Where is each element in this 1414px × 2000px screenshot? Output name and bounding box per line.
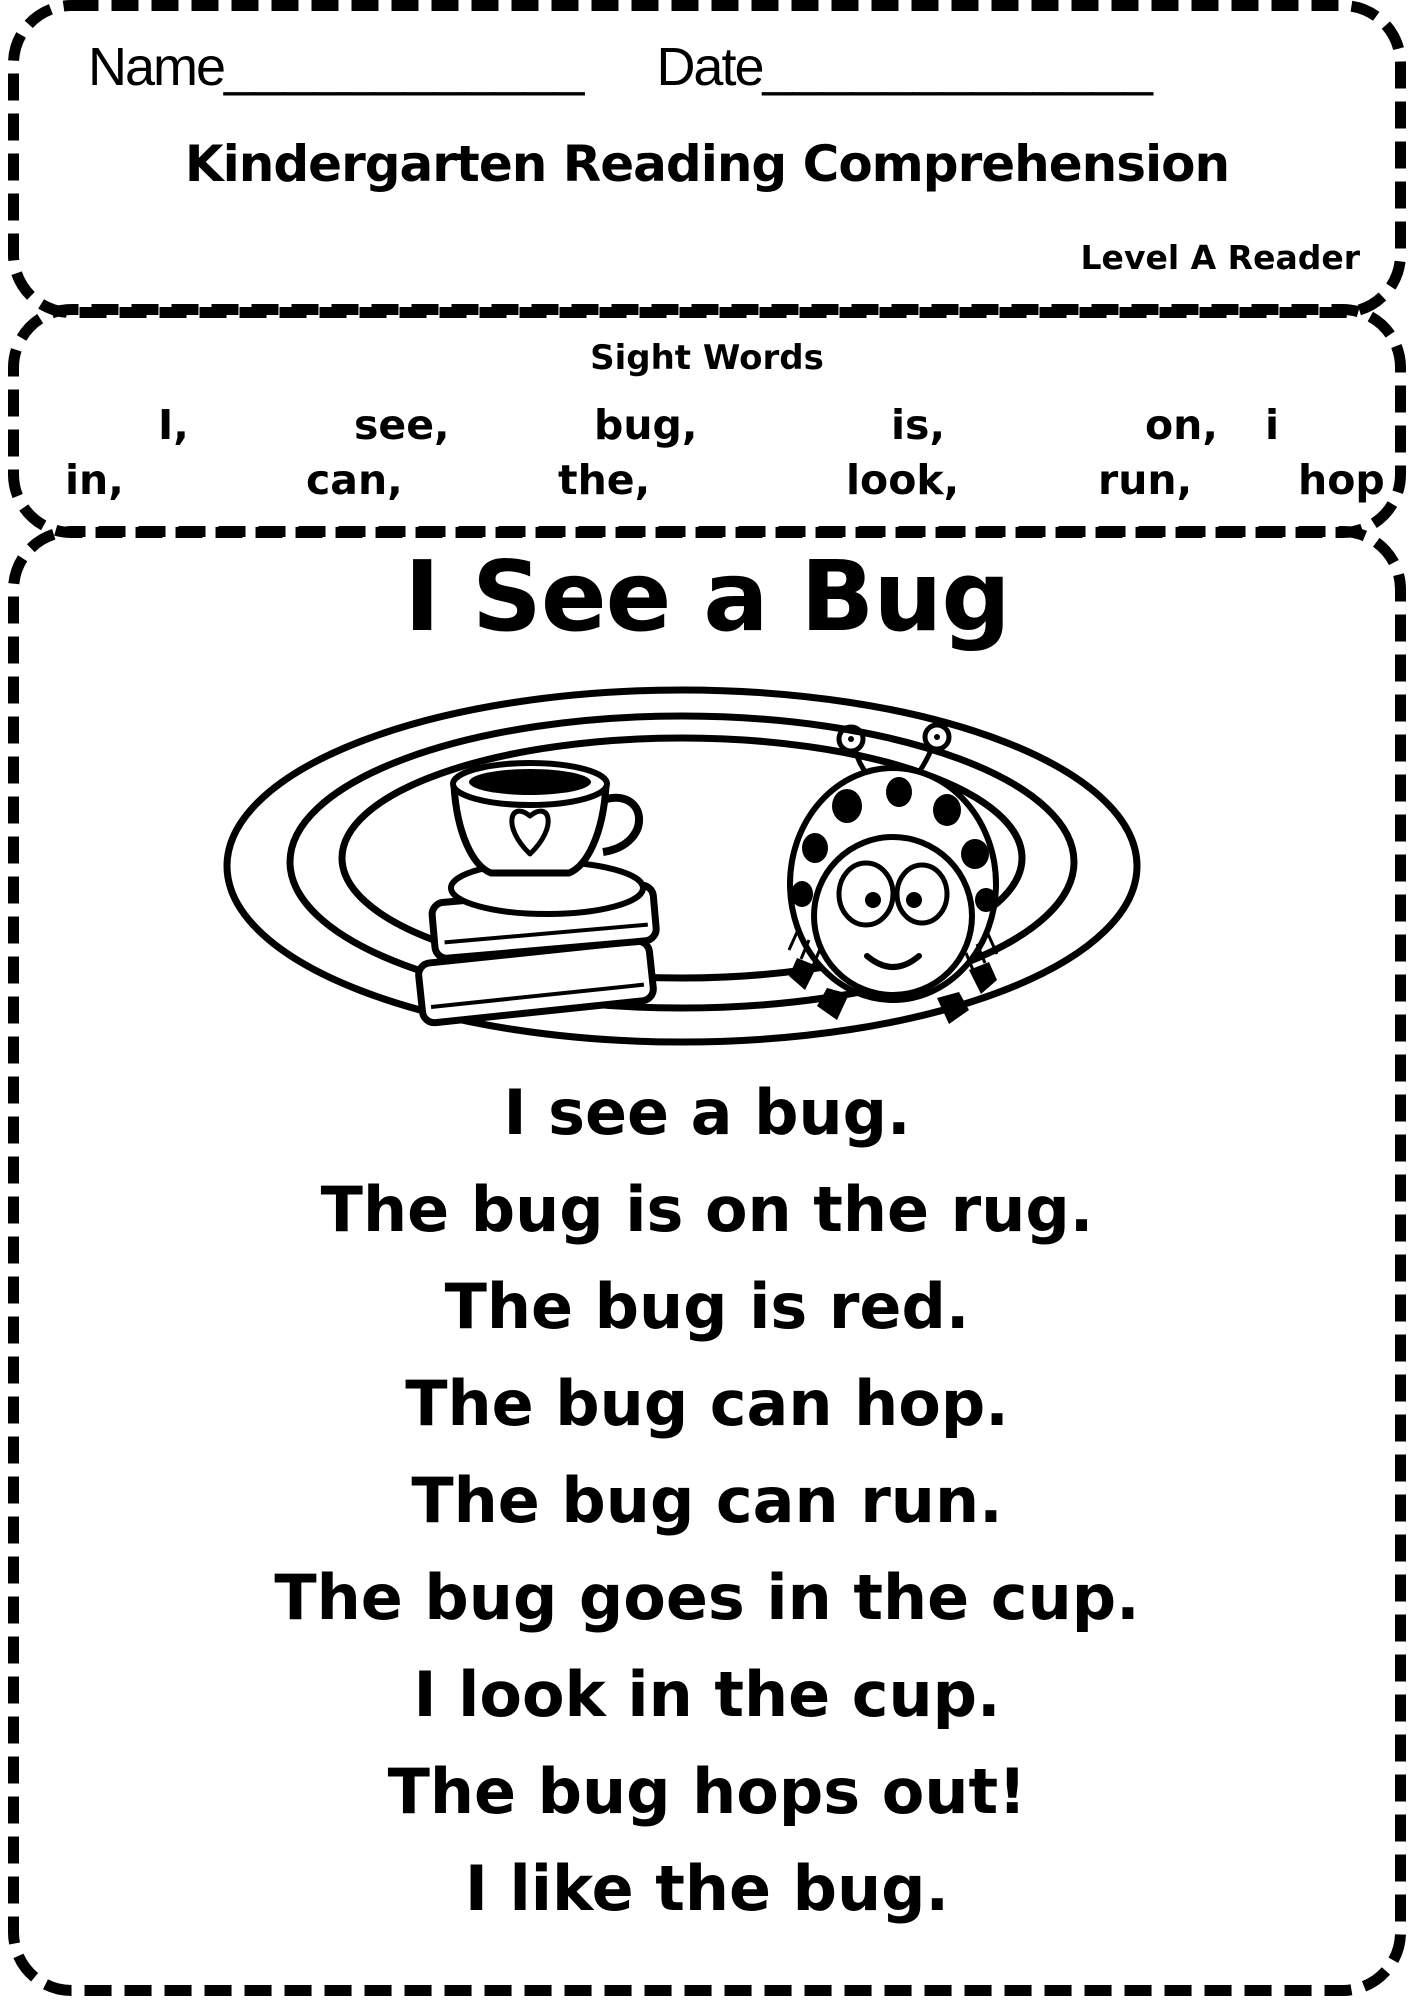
ladybug-icon xyxy=(789,725,997,1024)
name-label: Name xyxy=(88,37,225,97)
sight-word: on, xyxy=(1145,401,1218,449)
sight-word: the, xyxy=(558,456,651,504)
heart-mug-icon xyxy=(453,763,639,873)
header-panel xyxy=(8,0,1406,318)
sight-word: bug, xyxy=(594,401,698,449)
sight-word: run, xyxy=(1098,456,1193,504)
story-line: I like the bug. xyxy=(464,1852,950,1925)
sight-word: i xyxy=(1265,401,1280,449)
date-blank-line: _____________ xyxy=(762,37,1153,97)
level-badge: Level A Reader xyxy=(1080,238,1360,277)
story-panel xyxy=(8,526,1406,1996)
story-line: The bug is on the rug. xyxy=(320,1173,1094,1246)
sight-word: I, xyxy=(158,401,189,449)
story-illustration xyxy=(205,672,1155,1052)
story-line: The bug is red. xyxy=(444,1270,970,1343)
book-stack-icon xyxy=(417,862,657,1024)
oval-rug-icon xyxy=(227,690,1137,1042)
story-text xyxy=(8,1064,1406,1937)
sight-words-panel xyxy=(8,304,1406,538)
sight-word: in, xyxy=(65,456,124,504)
story-line: The bug goes in the cup. xyxy=(274,1561,1140,1634)
story-line: The bug can hop. xyxy=(405,1367,1009,1440)
worksheet-title: Kindergarten Reading Comprehension xyxy=(184,135,1230,193)
sight-word: see, xyxy=(354,401,450,449)
sight-word: is, xyxy=(891,401,946,449)
name-date-row xyxy=(88,36,1153,98)
sight-word: can, xyxy=(306,456,403,504)
sight-word: look, xyxy=(846,456,960,504)
story-line: The bug hops out! xyxy=(387,1755,1027,1828)
story-line: I see a bug. xyxy=(503,1076,911,1149)
sight-words-title: Sight Words xyxy=(590,338,824,378)
date-label: Date xyxy=(656,37,763,97)
story-title: I See a Bug xyxy=(404,540,1010,653)
name-blank-line: ____________ xyxy=(224,37,585,97)
story-line: The bug can run. xyxy=(411,1464,1003,1537)
sight-word: hop xyxy=(1298,456,1385,504)
story-line: I look in the cup. xyxy=(413,1658,1001,1731)
